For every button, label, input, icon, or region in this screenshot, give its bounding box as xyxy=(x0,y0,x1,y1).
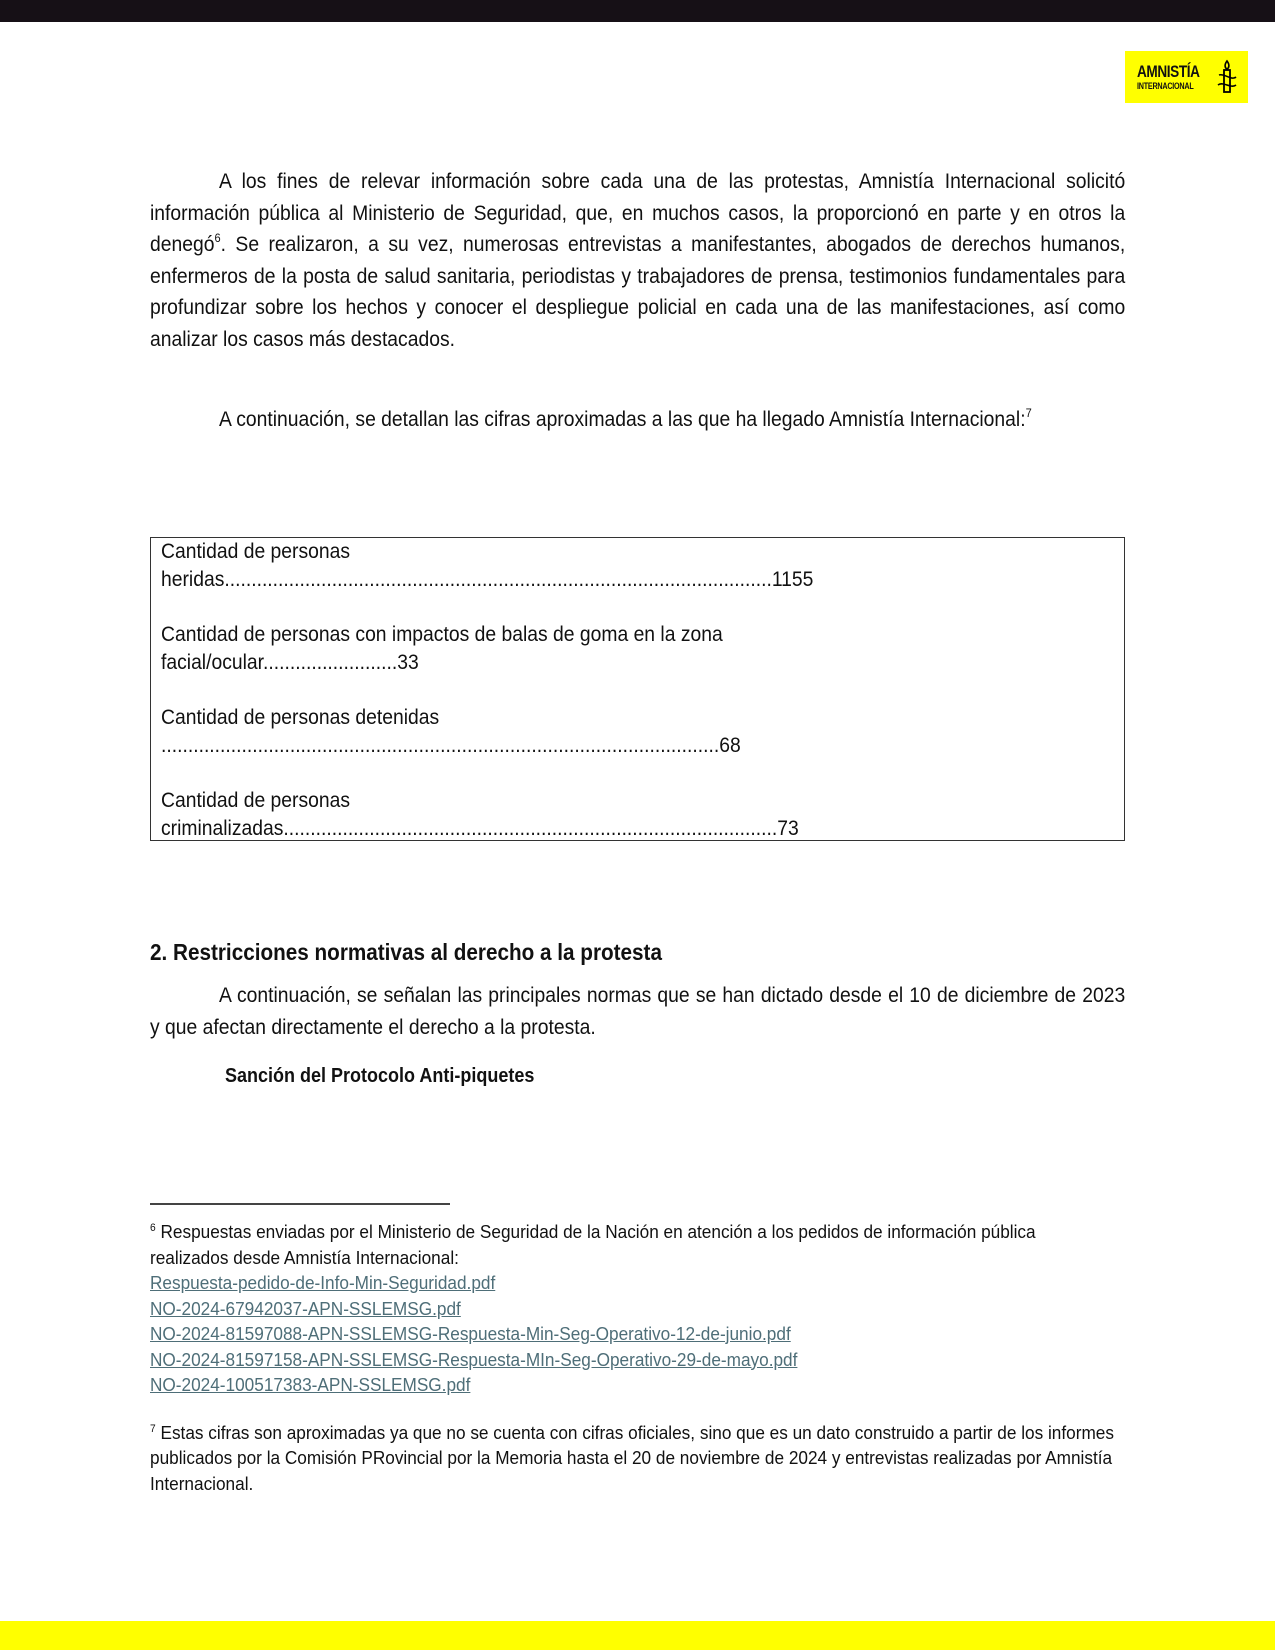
footnote-6-text: Respuestas enviadas por el Ministerio de Seguridad de la Nación en atención a los pedidos de información pública realizados desde Amnistía Internacional: xyxy=(150,1221,1036,1268)
footnotes xyxy=(150,1219,1114,1496)
stat-label: Cantidad de personas con impactos de balas de goma en la zona xyxy=(161,623,723,646)
footnote-link-4[interactable]: NO-2024-81597158-APN-SSLEMSG-Respuesta-MIn-Seg-Operativo-29-de-mayo.pdf xyxy=(150,1348,798,1370)
paragraph-1 xyxy=(150,166,1125,355)
top-dark-bar xyxy=(0,0,1275,22)
logo-line2: INTERNACIONAL xyxy=(1137,81,1194,91)
candle-barbed-wire-icon xyxy=(1216,59,1238,95)
footnote-6 xyxy=(150,1219,1117,1398)
stat-value-line: criminalizadas............................................................................................73 xyxy=(161,817,799,840)
stat-value-line: ........................................................................................................68 xyxy=(161,734,741,757)
amnesty-logo xyxy=(1125,51,1248,103)
paragraph-3 xyxy=(150,980,1125,1043)
stat-value-line: facial/ocular.........................33 xyxy=(161,651,419,674)
footnote-ref-6[interactable]: 6 xyxy=(214,231,221,245)
stat-label: Cantidad de personas xyxy=(161,789,351,812)
logo-line1: AMNISTÍA xyxy=(1137,62,1200,81)
footnote-7 xyxy=(150,1420,1117,1497)
footnote-link-2[interactable]: NO-2024-67942037-APN-SSLEMSG.pdf xyxy=(150,1297,461,1319)
footnote-7-number: 7 xyxy=(150,1422,156,1435)
footnote-link-3[interactable]: NO-2024-81597088-APN-SSLEMSG-Respuesta-Min-Seg-Operativo-12-de-junio.pdf xyxy=(150,1323,791,1344)
stat-label: Cantidad de personas xyxy=(161,540,351,563)
stat-detenidas xyxy=(161,704,1081,760)
stat-impactos-balas xyxy=(161,621,1081,677)
subheading: Sanción del Protocolo Anti-piquetes xyxy=(225,1065,535,1087)
footnote-ref-7[interactable]: 7 xyxy=(1025,406,1032,420)
footnote-7-text: Estas cifras son aproximadas ya que no se cuenta con cifras oficiales, sino que es un dato construido a partir de los informes publicados por la Comisión PRovincial por la Memoria hasta el 20 de noviembre de 2024 y entrevistas realizadas por Amnistía Internacional. xyxy=(150,1421,1114,1494)
stat-label: Cantidad de personas detenidas xyxy=(161,706,440,729)
stat-heridas xyxy=(161,538,1081,594)
footnote-link-5[interactable]: NO-2024-100517383-APN-SSLEMSG.pdf xyxy=(150,1374,471,1395)
paragraph-2 xyxy=(150,404,1125,436)
section-heading: 2. Restricciones normativas al derecho a la protesta xyxy=(150,939,662,965)
paragraph-2-text: A continuación, se detallan las cifras aproximadas a las que ha llegado Amnistía Internacional: xyxy=(219,408,1026,431)
bottom-yellow-bar xyxy=(0,1621,1275,1650)
paragraph-1-text-a: A los fines de relevar información sobre cada una de las protestas, Amnistía Internacional solicitó información pública al Ministerio de Seguridad, que, en muchos casos, la proporcionó en parte y en otros la denegó xyxy=(150,170,1126,256)
stat-criminalizadas xyxy=(161,787,1081,843)
footnote-separator xyxy=(150,1203,450,1205)
stats-box xyxy=(150,537,1125,841)
footnote-link-1[interactable]: Respuesta-pedido-de-Info-Min-Seguridad.pdf xyxy=(150,1272,496,1293)
paragraph-3-text: A continuación, se señalan las principales normas que se han dictado desde el 10 de diciembre de 2023 y que afectan directamente el derecho a la protesta. xyxy=(150,984,1126,1039)
paragraph-1-text-b: . Se realizaron, a su vez, numerosas entrevistas a manifestantes, abogados de derechos humanos, enfermeros de la posta de salud sanitaria, periodistas y trabajadores de prensa, testimonios fundamentales para profundizar sobre los hechos y conocer el despliegue policial en cada una de las manifestaciones, así como analizar los casos más destacados. xyxy=(150,233,1126,351)
footnote-6-number: 6 xyxy=(150,1222,156,1234)
stat-value-line: heridas......................................................................................................1155 xyxy=(161,568,814,591)
